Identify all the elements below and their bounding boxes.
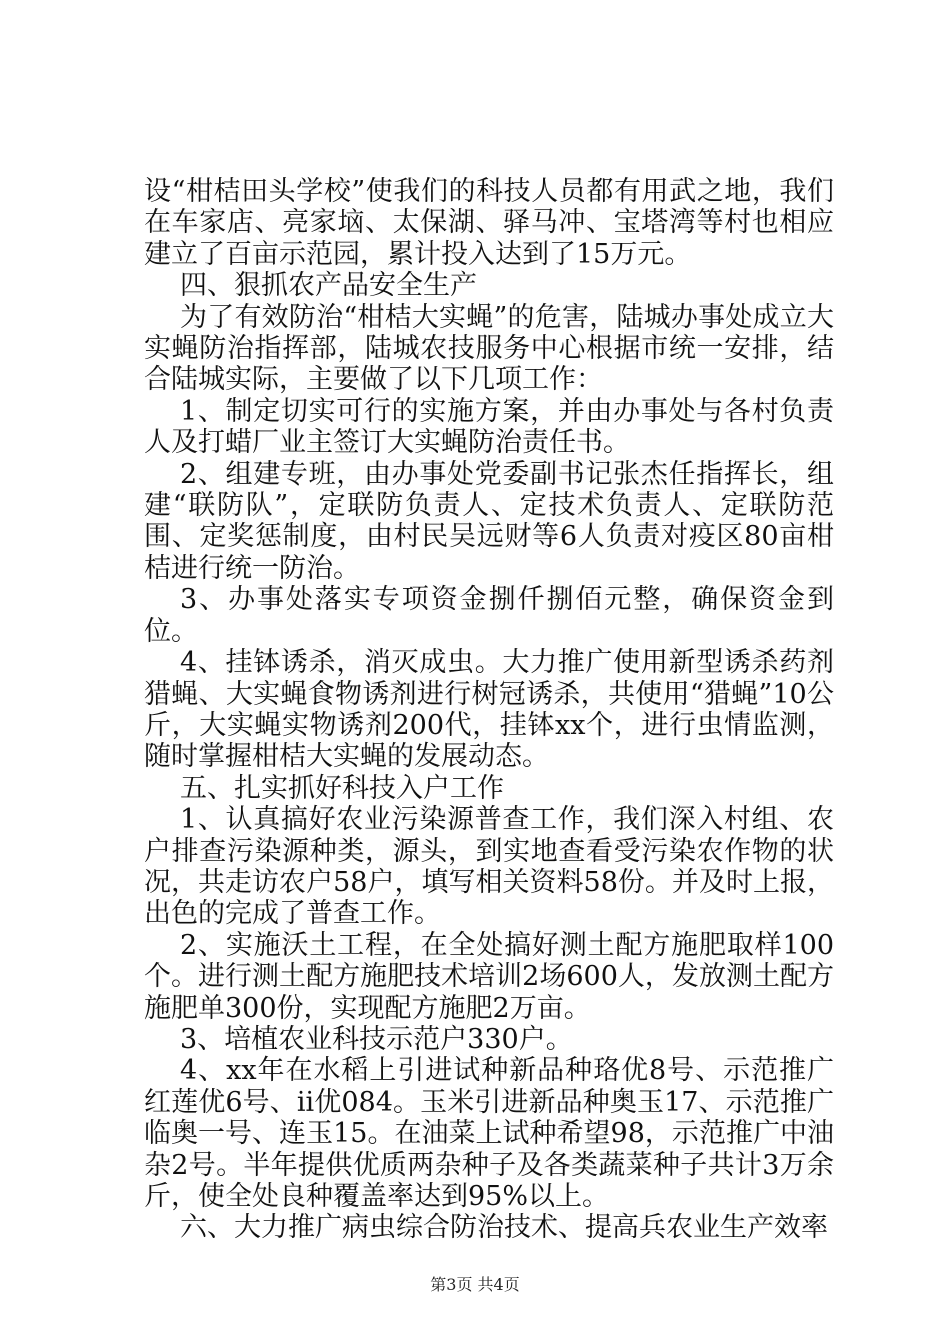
list-item: 4、xx年在水稻上引进试种新品种珞优8号、示范推广红莲优6号、ii优084。玉米引进新品种奥玉17、示范推广临奥一号、连玉15。在油菜上试种希望98，示范推广中油杂2号。半年提供优质两杂种子及各类蔬菜种子共计3万余斤，使全处良种覆盖率达到95%以上。 bbox=[144, 1055, 834, 1212]
page-number: 第3页 共4页 bbox=[430, 1275, 520, 1294]
list-item: 3、培植农业科技示范户330户。 bbox=[180, 1023, 573, 1055]
list-item: 3、办事处落实专项资金捌仟捌佰元整，确保资金到位。 bbox=[144, 584, 834, 647]
list-item: 1、认真搞好农业污染源普查工作，我们深入村组、农户排查污染源种类，源头，到实地查看受污染农作物的状况，共走访农户58户，填写相关资料58份。并及时上报，出色的完成了普查工作。 bbox=[144, 804, 834, 930]
section-heading-6: 六、大力推广病虫综合防治技术、提高兵农业生产效率 bbox=[180, 1212, 828, 1244]
list-item: 4、挂钵诱杀，消灭成虫。大力推广使用新型诱杀药剂猎蝇、大实蝇食物诱剂进行树冠诱杀，共使用“猎蝇”10公斤，大实蝇实物诱剂200代，挂钵xx个，进行虫情监测，随时掌握柑桔大实蝇的发展动态。 bbox=[144, 647, 834, 773]
paragraph: 为了有效防治“柑桔大实蝇”的危害，陆城办事处成立大实蝇防治指挥部，陆城农技服务中心根据市统一安排，结合陆城实际，主要做了以下几项工作： bbox=[144, 301, 834, 396]
section-heading-5: 五、扎实抓好科技入户工作 bbox=[180, 772, 504, 804]
list-item: 2、实施沃土工程，在全处搞好测土配方施肥取样100个。进行测土配方施肥技术培训2场600人，发放测土配方施肥单300份，实现配方施肥2万亩。 bbox=[144, 929, 834, 1024]
document-body bbox=[144, 176, 834, 1244]
list-item: 2、组建专班，由办事处党委副书记张杰任指挥长，组建“联防队”，定联防负责人、定技术负责人、定联防范围、定奖惩制度，由村民吴远财等6人负责对疫区80亩柑桔进行统一防治。 bbox=[144, 458, 834, 584]
paragraph-continuation: 设“柑桔田头学校”使我们的科技人员都有用武之地，我们在车家店、亮家垴、太保湖、驿马冲、宝塔湾等村也相应建立了百亩示范园，累计投入达到了15万元。 bbox=[144, 176, 834, 270]
section-heading-4: 四、狠抓农产品安全生产 bbox=[180, 270, 477, 302]
list-item: 1、制定切实可行的实施方案，并由办事处与各村负责人及打蜡厂业主签订大实蝇防治责任书。 bbox=[144, 395, 834, 459]
